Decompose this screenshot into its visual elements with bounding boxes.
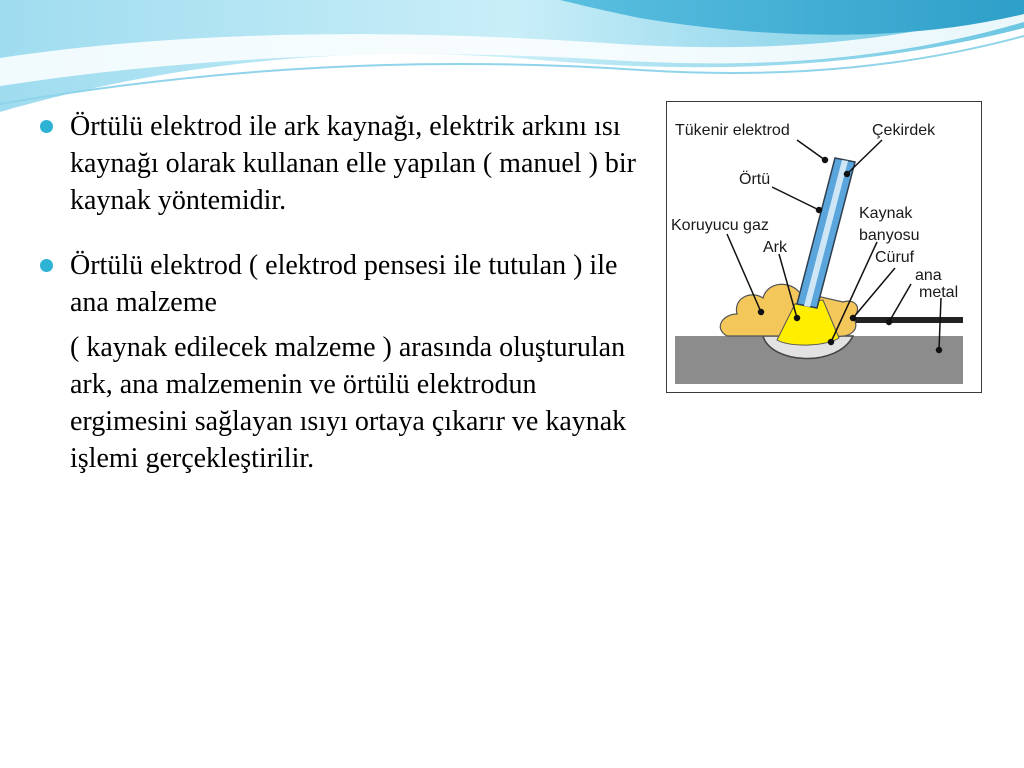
slag-layer	[847, 317, 963, 323]
label-tukenir-elektrod: Tükenir elektrod	[675, 122, 790, 139]
label-ark: Ark	[763, 239, 787, 256]
bullet-continuation-text: ( kaynak edilecek malzeme ) arasında oluşturulan ark, ana malzemenin ve örtülü elektrodun ergimesini sağlayan ısıyı ortaya çıkarır ve kaynak işlemi gerçekleştirilir.	[70, 332, 627, 474]
label-banyosu: banyosu	[859, 227, 920, 244]
bullet-dot-icon	[40, 259, 53, 272]
label-curuf: Cüruf	[875, 249, 915, 266]
label-ana: ana	[915, 267, 942, 284]
label-ortu: Örtü	[739, 171, 771, 188]
bullet-item-2	[38, 247, 638, 477]
label-kaynak: Kaynak	[859, 205, 913, 222]
welding-diagram	[666, 101, 982, 393]
label-metal: metal	[919, 284, 959, 301]
bullet-dot-icon	[40, 120, 53, 133]
bullet-text: Örtülü elektrod ( elektrod pensesi ile tutulan ) ile ana malzeme	[70, 250, 618, 318]
label-cekirdek: Çekirdek	[872, 122, 936, 139]
label-koruyucu-gaz: Koruyucu gaz	[671, 217, 769, 234]
bullet-item-1	[38, 108, 638, 219]
bullet-text: Örtülü elektrod ile ark kaynağı, elektrik arkını ısı kaynağı olarak kullanan elle yapılan ( manuel ) bir kaynak yöntemidir.	[70, 111, 637, 216]
electrode-core	[804, 160, 848, 307]
slide-content	[38, 108, 638, 477]
